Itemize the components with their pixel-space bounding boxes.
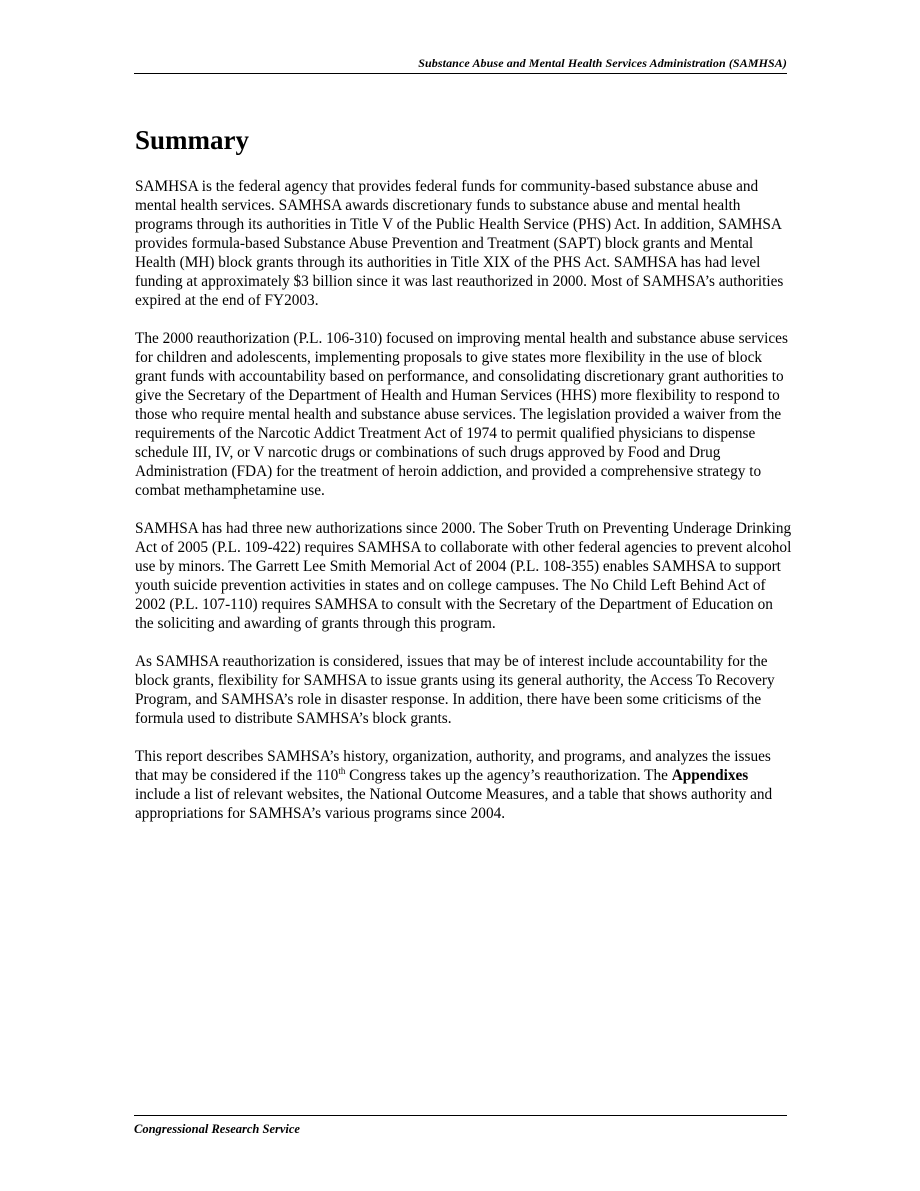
summary-body	[135, 177, 795, 842]
paragraph-overview: SAMHSA is the federal agency that provides federal funds for community-based substance abuse and mental health services. SAMHSA awards discretionary funds to substance abuse and mental health programs through its authorities in Title V of the Public Health Service (PHS) Act. In addition, SAMHSA provides formula-based Substance Abuse Prevention and Treatment (SAPT) block grants and Mental Health (MH) block grants through its authorities in Title XIX of the PHS Act. SAMHSA has had level funding at approximately $3 billion since it was last reauthorized in 2000. Most of SAMHSA’s authorities expired at the end of FY2003.	[135, 178, 784, 309]
footer-org-name: Congressional Research Service	[134, 1122, 300, 1136]
paragraph-report-description	[135, 747, 795, 823]
paragraph-new-authorizations: SAMHSA has had three new authorizations since 2000. The Sober Truth on Preventing Underage Drinking Act of 2005 (P.L. 109-422) requires SAMHSA to collaborate with other federal agencies to prevent alcohol use by minors. The Garrett Lee Smith Memorial Act of 2004 (P.L. 108-355) enables SAMHSA to support youth suicide prevention activities in states and on college campuses. The No Child Left Behind Act of 2002 (P.L. 107-110) requires SAMHSA to consult with the Secretary of the Department of Education on the soliciting and awarding of grants through this program.	[135, 520, 792, 632]
paragraph-2000-reauthorization: The 2000 reauthorization (P.L. 106-310) focused on improving mental health and substance abuse services for children and adolescents, implementing proposals to give states more flexibility in the use of block grant funds with accountability based on performance, and consolidating discretionary grant authorities to give the Secretary of the Department of Health and Human Services (HHS) more flexibility to respond to those who require mental health and substance abuse services. The legislation provided a waiver from the requirements of the Narcotic Addict Treatment Act of 1974 to permit qualified physicians to dispense schedule III, IV, or V narcotic drugs or combinations of such drugs approved by Food and Drug Administration (FDA) for the treatment of heroin addiction, and provided a comprehensive strategy to combat methamphetamine use.	[135, 330, 788, 499]
appendixes-term: Appendixes	[671, 767, 749, 784]
report-text-part1: This report describes SAMHSA’s history, organization, authority, and programs, and analyzes the issues that may be considered if the 110	[135, 748, 771, 784]
report-text-part3: include a list of relevant websites, the National Outcome Measures, and a table that shows authority and appropriations for SAMHSA’s various programs since 2004.	[135, 786, 773, 822]
report-text-part2: Congress takes up the agency’s reauthorization. The	[345, 767, 672, 784]
ordinal-superscript: th	[338, 765, 346, 776]
paragraph-issues: As SAMHSA reauthorization is considered, issues that may be of interest include accountability for the block grants, flexibility for SAMHSA to issue grants using its general authority, the Access To Recovery Program, and SAMHSA’s role in disaster response. In addition, there have been some criticisms of the formula used to distribute SAMHSA’s block grants.	[135, 653, 775, 727]
running-header	[134, 55, 787, 74]
running-footer	[134, 1115, 787, 1137]
running-header-title: Substance Abuse and Mental Health Services Administration (SAMHSA)	[418, 56, 787, 70]
page-title: Summary	[135, 125, 249, 155]
